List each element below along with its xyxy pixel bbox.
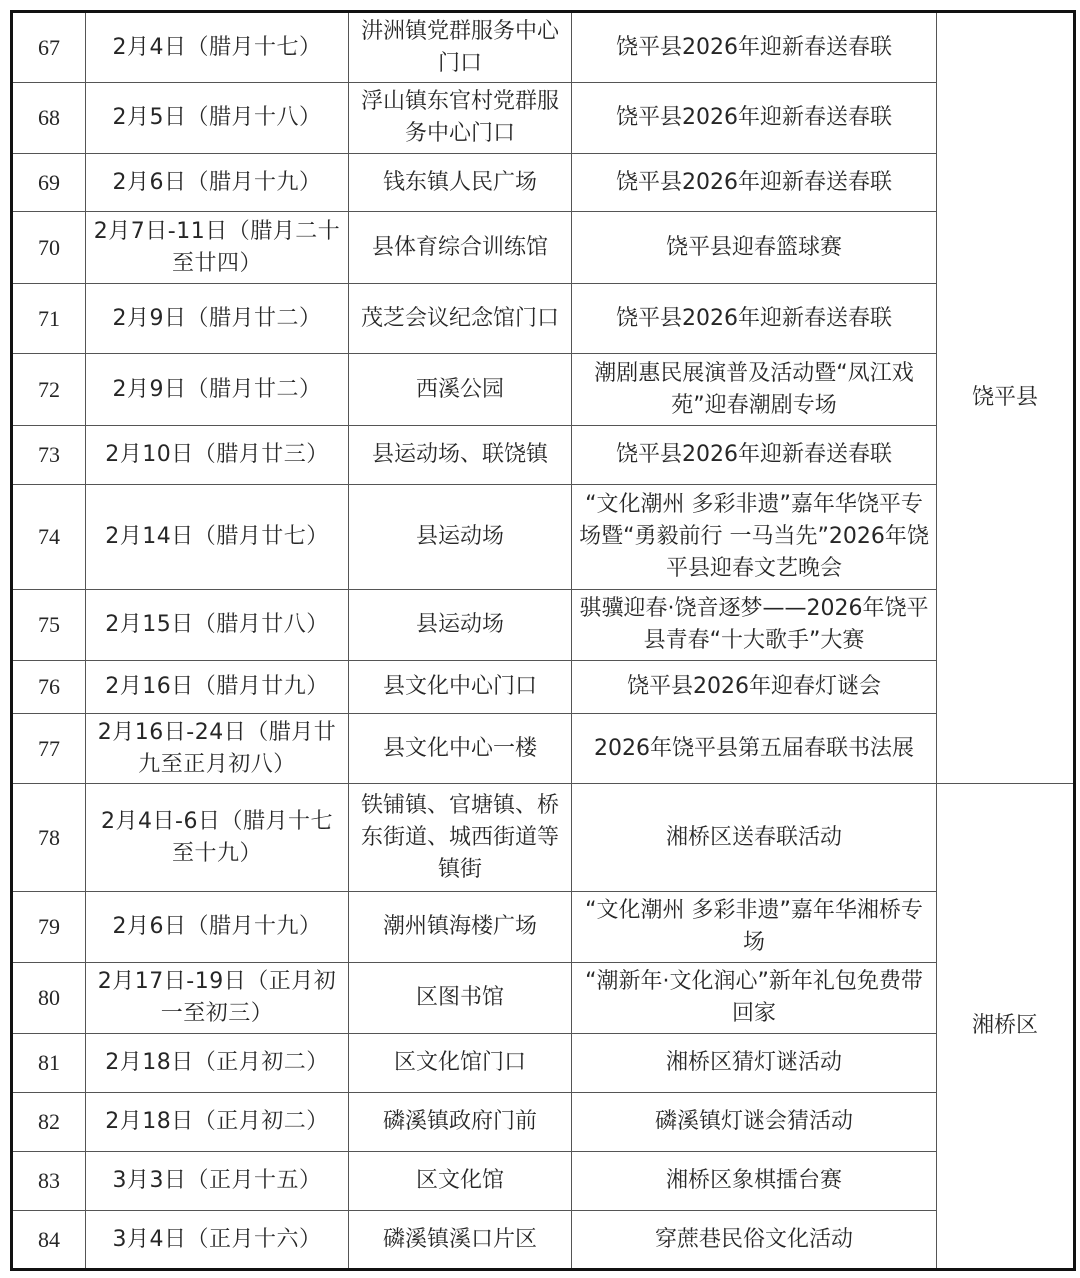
date-cell: 2月16日（腊月廿九） xyxy=(86,661,349,714)
venue-cell: 汫洲镇党群服务中心门口 xyxy=(349,12,572,83)
activity-cell: “文化潮州 多彩非遗”嘉年华饶平专场暨“勇毅前行 一马当先”2026年饶平县迎春文艺晚会 xyxy=(572,485,937,590)
activity-cell: 潮剧惠民展演普及活动暨“凤江戏苑”迎春潮剧专场 xyxy=(572,354,937,426)
table-row xyxy=(12,485,1075,590)
row-number: 67 xyxy=(12,12,86,83)
venue-cell: 县体育综合训练馆 xyxy=(349,212,572,284)
date-cell: 2月18日（正月初二） xyxy=(86,1093,349,1152)
activity-cell: 湘桥区猜灯谜活动 xyxy=(572,1034,937,1093)
activity-cell: 饶平县迎春篮球赛 xyxy=(572,212,937,284)
row-number: 75 xyxy=(12,590,86,661)
table-row xyxy=(12,284,1075,354)
table-row xyxy=(12,12,1075,83)
date-cell: 2月14日（腊月廿七） xyxy=(86,485,349,590)
date-cell: 2月4日-6日（腊月十七至十九） xyxy=(86,784,349,892)
venue-cell: 浮山镇东官村党群服务中心门口 xyxy=(349,83,572,154)
row-number: 78 xyxy=(12,784,86,892)
venue-cell: 县运动场 xyxy=(349,485,572,590)
activity-cell: 骐骥迎春·饶音逐梦——2026年饶平县青春“十大歌手”大赛 xyxy=(572,590,937,661)
row-number: 68 xyxy=(12,83,86,154)
venue-cell: 县运动场、联饶镇 xyxy=(349,426,572,485)
table-row xyxy=(12,661,1075,714)
region-cell: 湘桥区 xyxy=(937,784,1075,1270)
venue-cell: 区文化馆 xyxy=(349,1152,572,1211)
row-number: 70 xyxy=(12,212,86,284)
date-cell: 2月10日（腊月廿三） xyxy=(86,426,349,485)
table-row xyxy=(12,83,1075,154)
activity-cell: 穿蔗巷民俗文化活动 xyxy=(572,1211,937,1270)
table-row xyxy=(12,1093,1075,1152)
date-cell: 2月17日-19日（正月初一至初三） xyxy=(86,963,349,1034)
date-cell: 3月3日（正月十五） xyxy=(86,1152,349,1211)
row-number: 83 xyxy=(12,1152,86,1211)
row-number: 69 xyxy=(12,154,86,212)
activity-cell: 饶平县2026年迎新春送春联 xyxy=(572,426,937,485)
activity-cell: 饶平县2026年迎新春送春联 xyxy=(572,12,937,83)
table-row xyxy=(12,426,1075,485)
region-cell: 饶平县 xyxy=(937,12,1075,784)
venue-cell: 县运动场 xyxy=(349,590,572,661)
row-number: 71 xyxy=(12,284,86,354)
activity-cell: 饶平县2026年迎新春送春联 xyxy=(572,284,937,354)
date-cell: 3月4日（正月十六） xyxy=(86,1211,349,1270)
date-cell: 2月16日-24日（腊月廿九至正月初八） xyxy=(86,714,349,784)
venue-cell: 茂芝会议纪念馆门口 xyxy=(349,284,572,354)
activity-cell: 湘桥区象棋擂台赛 xyxy=(572,1152,937,1211)
row-number: 74 xyxy=(12,485,86,590)
venue-cell: 县文化中心一楼 xyxy=(349,714,572,784)
activity-cell: 磷溪镇灯谜会猜活动 xyxy=(572,1093,937,1152)
activity-cell: 饶平县2026年迎新春送春联 xyxy=(572,83,937,154)
date-cell: 2月4日（腊月十七） xyxy=(86,12,349,83)
table-row xyxy=(12,1152,1075,1211)
venue-cell: 磷溪镇溪口片区 xyxy=(349,1211,572,1270)
venue-cell: 钱东镇人民广场 xyxy=(349,154,572,212)
row-number: 82 xyxy=(12,1093,86,1152)
date-cell: 2月9日（腊月廿二） xyxy=(86,284,349,354)
venue-cell: 西溪公园 xyxy=(349,354,572,426)
row-number: 79 xyxy=(12,892,86,963)
venue-cell: 区文化馆门口 xyxy=(349,1034,572,1093)
table-row xyxy=(12,784,1075,892)
date-cell: 2月9日（腊月廿二） xyxy=(86,354,349,426)
venue-cell: 潮州镇海楼广场 xyxy=(349,892,572,963)
row-number: 77 xyxy=(12,714,86,784)
table-row xyxy=(12,963,1075,1034)
venue-cell: 县文化中心门口 xyxy=(349,661,572,714)
venue-cell: 磷溪镇政府门前 xyxy=(349,1093,572,1152)
row-number: 73 xyxy=(12,426,86,485)
date-cell: 2月7日-11日（腊月二十至廿四） xyxy=(86,212,349,284)
table-row xyxy=(12,714,1075,784)
table-row xyxy=(12,892,1075,963)
date-cell: 2月6日（腊月十九） xyxy=(86,154,349,212)
activity-cell: 2026年饶平县第五届春联书法展 xyxy=(572,714,937,784)
table-row xyxy=(12,154,1075,212)
table-row xyxy=(12,212,1075,284)
row-number: 81 xyxy=(12,1034,86,1093)
date-cell: 2月5日（腊月十八） xyxy=(86,83,349,154)
date-cell: 2月15日（腊月廿八） xyxy=(86,590,349,661)
venue-cell: 区图书馆 xyxy=(349,963,572,1034)
row-number: 76 xyxy=(12,661,86,714)
activity-schedule-table xyxy=(10,10,1076,1271)
activity-cell: 饶平县2026年迎春灯谜会 xyxy=(572,661,937,714)
row-number: 80 xyxy=(12,963,86,1034)
table-row xyxy=(12,1211,1075,1270)
venue-cell: 铁铺镇、官塘镇、桥东街道、城西街道等镇街 xyxy=(349,784,572,892)
activity-cell: “潮新年·文化润心”新年礼包免费带回家 xyxy=(572,963,937,1034)
table-row xyxy=(12,1034,1075,1093)
date-cell: 2月18日（正月初二） xyxy=(86,1034,349,1093)
row-number: 84 xyxy=(12,1211,86,1270)
activity-schedule-sheet xyxy=(10,10,1076,1271)
table-row xyxy=(12,590,1075,661)
date-cell: 2月6日（腊月十九） xyxy=(86,892,349,963)
row-number: 72 xyxy=(12,354,86,426)
table-row xyxy=(12,354,1075,426)
activity-cell: “文化潮州 多彩非遗”嘉年华湘桥专场 xyxy=(572,892,937,963)
activity-cell: 饶平县2026年迎新春送春联 xyxy=(572,154,937,212)
activity-cell: 湘桥区送春联活动 xyxy=(572,784,937,892)
